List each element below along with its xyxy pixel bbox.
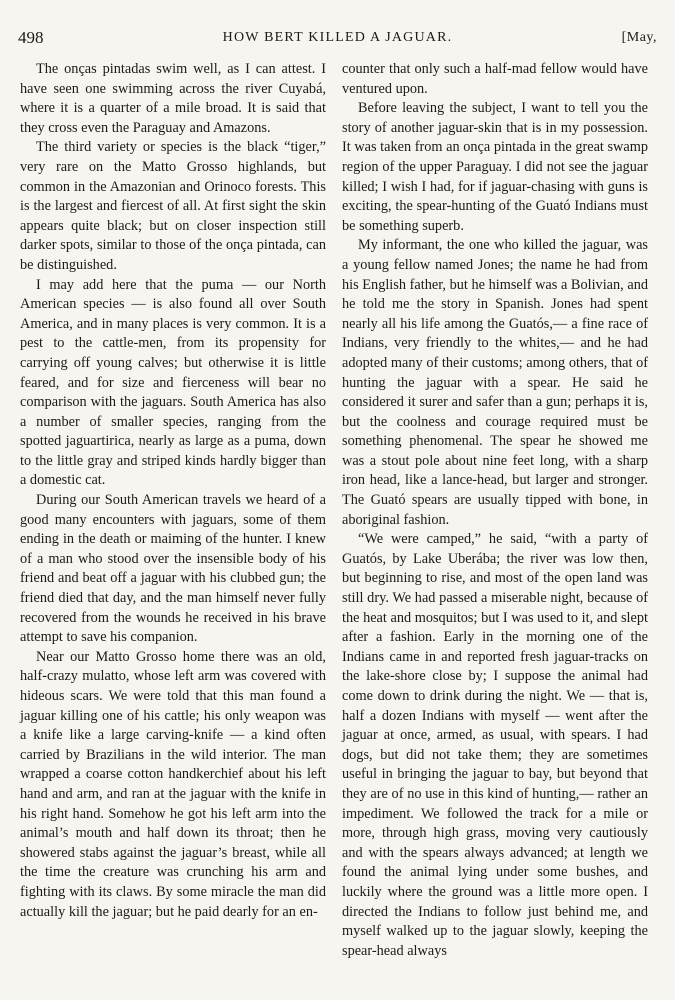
- running-title: HOW BERT KILLED A JAGUAR.: [222, 30, 453, 45]
- paragraph: My informant, the one who killed the jaguar, was a young fellow named Jones; the name he had from his English father, but he himself was a Bolivian, and he told me the story in Spanish. Jones had spent nearly all his life among the Guatós,— a fine race of Indians, very friendly to the whites,— and he had adopted many of their customs; among others, that of hunting the jaguar with a spear. He said he considered it surer and safer than a gun; perhaps it is, but the coolness and courage required must be something phenomenal. The spear he showed me was a stout pole about nine feet long, with a sharp iron head, like a lance-head, but larger and stronger. The Guató spears are usually tipped with bone, in aboriginal fashion.: [342, 237, 648, 528]
- paragraph: Near our Matto Grosso home there was an old, half-crazy mulatto, whose left arm was covered with hideous scars. We were told that this man found a jaguar killing one of his cattle; his only weapon was a knife like a large carving-knife — a kind often carried by Brazilians in the wild interior. The man wrapped a coarse cotton handkerchief about his left hand and arm, and ran at the jaguar with the knife in his right hand. Somehow he got his left arm into the animal’s mouth and half down its throat; then he showered stabs against the jaguar’s breast, while all the time the creature was crunching his arm and fighting with its claws. By some miracle the man did actually kill the jaguar; but he paid dearly for an en-: [20, 648, 326, 920]
- paragraph: During our South American travels we heard of a good many encounters with jaguars, some of them ending in the death or maiming of the hunter. I knew of a man who stood over the insensible body of his friend and beat off a jaguar with his clubbed gun; the friend died that day, and the man himself never fully recovered from the wounds he received in his brave attempt to save his companion.: [20, 492, 326, 646]
- paragraph: I may add here that the puma — our North American species — is also found all over South America, and in many places is very common. It is a pest to the cattle-men, from its propensity for carrying off young calves; but otherwise it is little feared, and for size and fierceness will bear no comparison with the jaguars. South America has also a number of smaller species, ranging from the spotted jaguartirica, nearly as large as a puma, down to the little gray and striped kinds hardly bigger than a domestic cat.: [20, 276, 326, 489]
- paragraph: Before leaving the subject, I want to tell you the story of another jaguar-skin that is in my possession. It was taken from an onça pintada in the great swamp region of the upper Paraguay. I did not see the jaguar killed; I wish I had, for if jaguar-chasing with guns is exciting, the spear-hunting of the Guató Indians must be something superb.: [342, 100, 648, 234]
- paragraph: The third variety or species is the black “tiger,” very rare on the Matto Grosso highlands, but common in the Amazonian and Orinoco forests. This is the largest and fiercest of all. At first sight the skin appears quite black; but on closer inspection still darker spots, similar to those of the onça pintada, can be distinguished.: [20, 139, 326, 273]
- paragraph: The onças pintadas swim well, as I can attest. I have seen one swimming across the river Cuyabá, where it is a quarter of a mile broad. It is said that they cross even the Paraguay and Amazons.: [20, 61, 326, 136]
- running-month: [May,: [621, 30, 657, 45]
- paragraph-continued: counter that only such a half-mad fellow would have ventured upon.: [342, 61, 648, 97]
- running-header: [18, 28, 657, 50]
- paragraph: “We were camped,” he said, “with a party of Guatós, by Lake Uberába; the river was low then, but beginning to rise, and most of the open land was still dry. We had passed a miserable night, because of the heat and mosquitos; but I was used to it, and slept after a fashion. Early in the morning one of the Indians came in and reported fresh jaguar-tracks on the lake-shore close by; I suppose the animal had come down to drink during the night. We — that is, half a dozen Indians with myself — went after the jaguar at once, armed, as usual, with spears. I had dogs, but did not take them; they are sometimes useful in bringing the jaguar to bay, but beyond that they are of no use in this kind of hunting,— rather an impediment. We followed the track for a mile or more, through high grass, moving very cautiously and with the spears always advanced; at length we found the animal lying under some bushes, and luckily where the ground was a little more open. I directed the Indians to follow just behind me, and myself walked up to the jaguar slowly, keeping the spear-head always: [342, 531, 648, 959]
- page-number: 498: [18, 28, 44, 47]
- left-column: [20, 60, 326, 922]
- right-column: [342, 60, 648, 961]
